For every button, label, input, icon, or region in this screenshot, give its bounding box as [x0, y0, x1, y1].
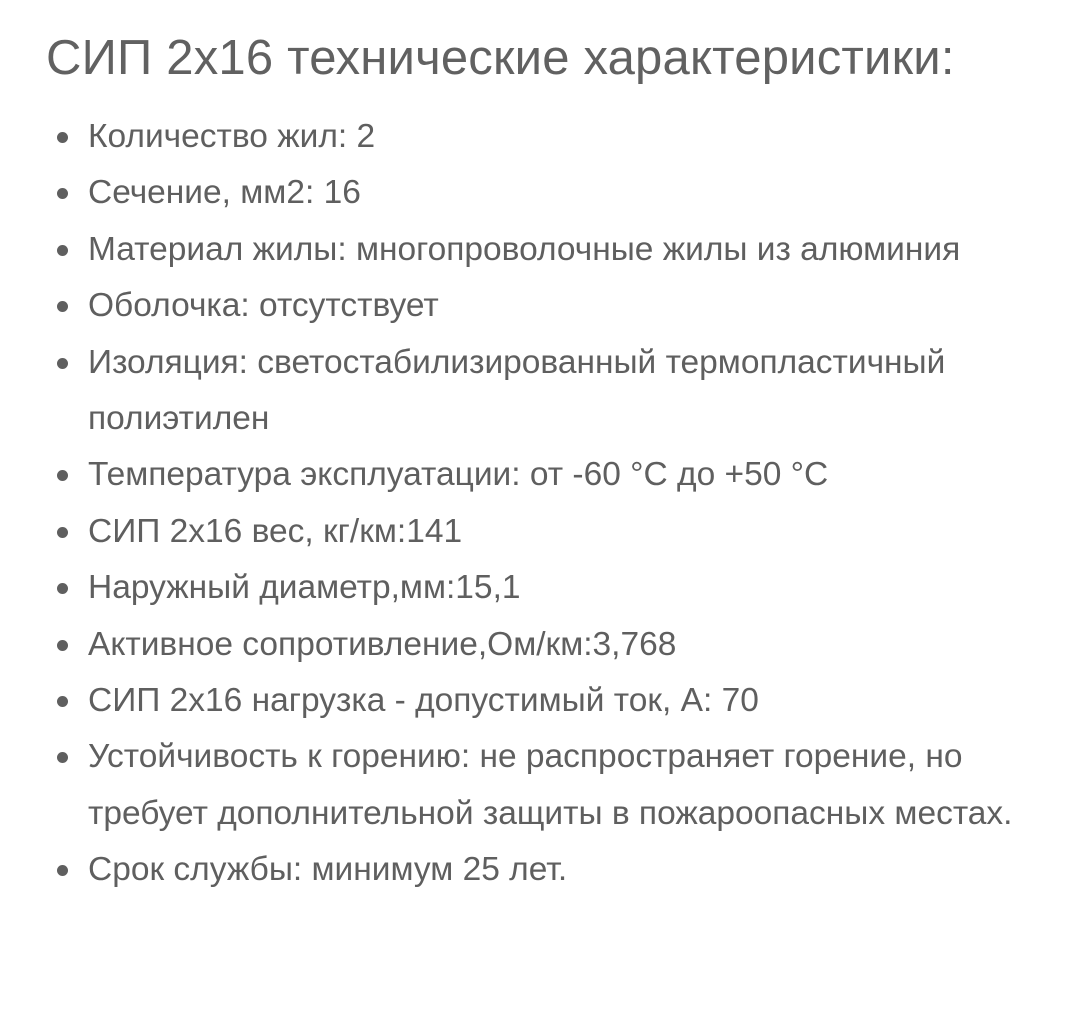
bullet-icon [57, 865, 68, 876]
bullet-icon [57, 752, 68, 763]
spec-item-temperature [0, 447, 1080, 503]
spec-text: Изоляция: светостабилизированный термопластичный полиэтилен [88, 343, 946, 438]
bullet-icon [57, 640, 68, 651]
spec-item-outer-diameter [0, 560, 1080, 616]
spec-item-fire-resistance [0, 729, 1080, 842]
spec-text: Наружный диаметр,мм:15,1 [88, 569, 521, 607]
spec-item-core-count [0, 109, 1080, 165]
spec-text: Температура эксплуатации: от -60 °C до +50 °C [88, 456, 829, 494]
spec-item-sheath [0, 278, 1080, 334]
bullet-icon [57, 358, 68, 369]
spec-item-service-life [0, 842, 1080, 898]
spec-item-cross-section [0, 165, 1080, 221]
bullet-icon [57, 245, 68, 256]
bullet-icon [57, 301, 68, 312]
spec-text: Количество жил: 2 [88, 118, 376, 155]
spec-text: СИП 2х16 нагрузка - допустимый ток, А: 70 [88, 682, 759, 720]
bullet-icon [57, 470, 68, 481]
spec-text: Устойчивость к горению: не распространяет горение, но требует дополнительной защиты в пожароопасных местах. [88, 738, 1013, 832]
page-title: СИП 2х16 технические характеристики: [46, 31, 955, 85]
spec-item-weight [0, 504, 1080, 560]
specifications-list [0, 109, 1080, 899]
spec-text: Оболочка: отсутствует [88, 287, 439, 325]
bullet-icon [57, 696, 68, 707]
spec-item-current-load [0, 673, 1080, 729]
bullet-icon [57, 583, 68, 594]
bullet-icon [57, 132, 68, 143]
spec-item-core-material [0, 222, 1080, 278]
spec-text: Активное сопротивление,Ом/км:3,768 [88, 625, 677, 663]
bullet-icon [57, 188, 68, 199]
spec-item-insulation [0, 335, 1080, 448]
spec-text: Сечение, мм2: 16 [88, 174, 361, 212]
spec-text: Срок службы: минимум 25 лет. [88, 851, 568, 889]
bullet-icon [57, 527, 68, 538]
spec-text: СИП 2х16 вес, кг/км:141 [88, 512, 463, 550]
spec-item-resistance [0, 617, 1080, 673]
spec-text: Материал жилы: многопроволочные жилы из алюминия [88, 230, 961, 268]
